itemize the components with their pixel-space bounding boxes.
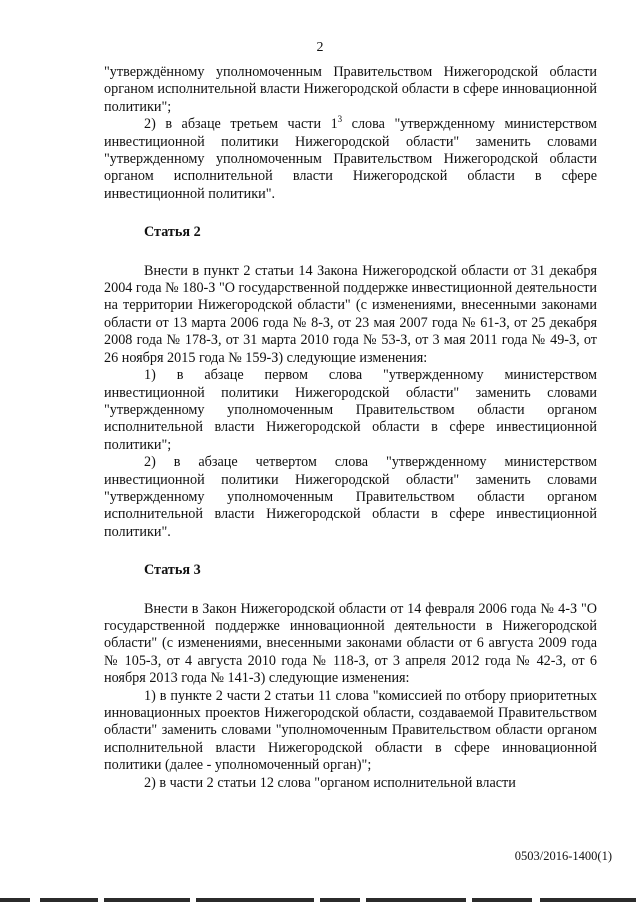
spacer	[104, 541, 597, 562]
article-2-intro: Внести в пункт 2 статьи 14 Закона Нижегородской области от 31 декабря 2004 года № 180-З "О государственной поддержке инвестиционной деятельности на территории Нижегородской области" (с изменениями, внесенными законами области от 13 марта 2006 года № 8-З, от 23 мая 2007 года № 61-З, от 25 декабря 2008 года № 178-З, от 31 марта 2010 года № 53-З, от 3 мая 2011 года № 49-З, от 26 ноября 2015 года № 159-З) следующие изменения:	[104, 262, 597, 366]
article-3-item-1: 1) в пункте 2 части 2 статьи 11 слова "комиссией по отбору приоритетных инновационных проектов Нижегородской области, создаваемой Правительством области" заменить словами "уполномоченным Правительством области органом исполнительной власти Нижегородской области в сфере инновационной политики (далее - уполномоченный орган)";	[104, 687, 597, 774]
article-2-heading: Статья 2	[144, 224, 201, 241]
document-code: 0503/2016-1400(1)	[514, 849, 612, 863]
paragraph-continuation: "утверждённому уполномоченным Правительством Нижегородской области органом исполнительной власти Нижегородской области в сфере инновационной политики";	[104, 64, 597, 115]
article-2-item-1: 1) в абзаце первом слова "утвержденному министерством инвестиционной политики Нижегородской области" заменить словами "утвержденному уполномоченным Правительством области органом исполнительной власти Нижегородской области в сфере инвестиционной политики";	[104, 367, 597, 453]
article-3-heading: Статья 3	[144, 562, 201, 579]
paragraph-item-2-start: 2) в абзаце третьем части 1	[144, 116, 338, 133]
scan-edge-artifact	[0, 895, 640, 905]
page-number: 2	[316, 40, 324, 55]
spacer	[104, 580, 597, 601]
paragraph-item-2	[104, 116, 597, 203]
spacer	[104, 242, 597, 263]
article-2-item-2: 2) в абзаце четвертом слова "утвержденному министерством инвестиционной политики Нижегородской области" заменить словами "утвержденному уполномоченным Правительством области органом исполнительной власти Нижегородской области в сфере инвестиционной политики".	[104, 454, 597, 540]
paragraph-item-2-end: слова "утвержденному министерством инвестиционной политики Нижегородской области" заменить словами "утвержденному уполномоченным Правительством Нижегородской области органом исполнительной власти Нижегородской области в сфере инвестиционной политики".	[104, 116, 597, 202]
document-body	[104, 64, 597, 792]
article-3-intro: Внести в Закон Нижегородской области от 14 февраля 2006 года № 4-З "О государственной поддержке инновационной деятельности в Нижегородской области" (с изменениями, внесенными законами области от 6 августа 2009 года № 105-З, от 4 августа 2010 года № 118-З, от 3 апреля 2012 года № 42-З, от 6 ноября 2013 года № 141-З) следующие изменения:	[104, 600, 597, 687]
article-3-item-2: 2) в части 2 статьи 12 слова "органом исполнительной власти	[144, 774, 516, 791]
superscript-part-number: 3	[337, 114, 343, 125]
spacer	[104, 203, 597, 224]
